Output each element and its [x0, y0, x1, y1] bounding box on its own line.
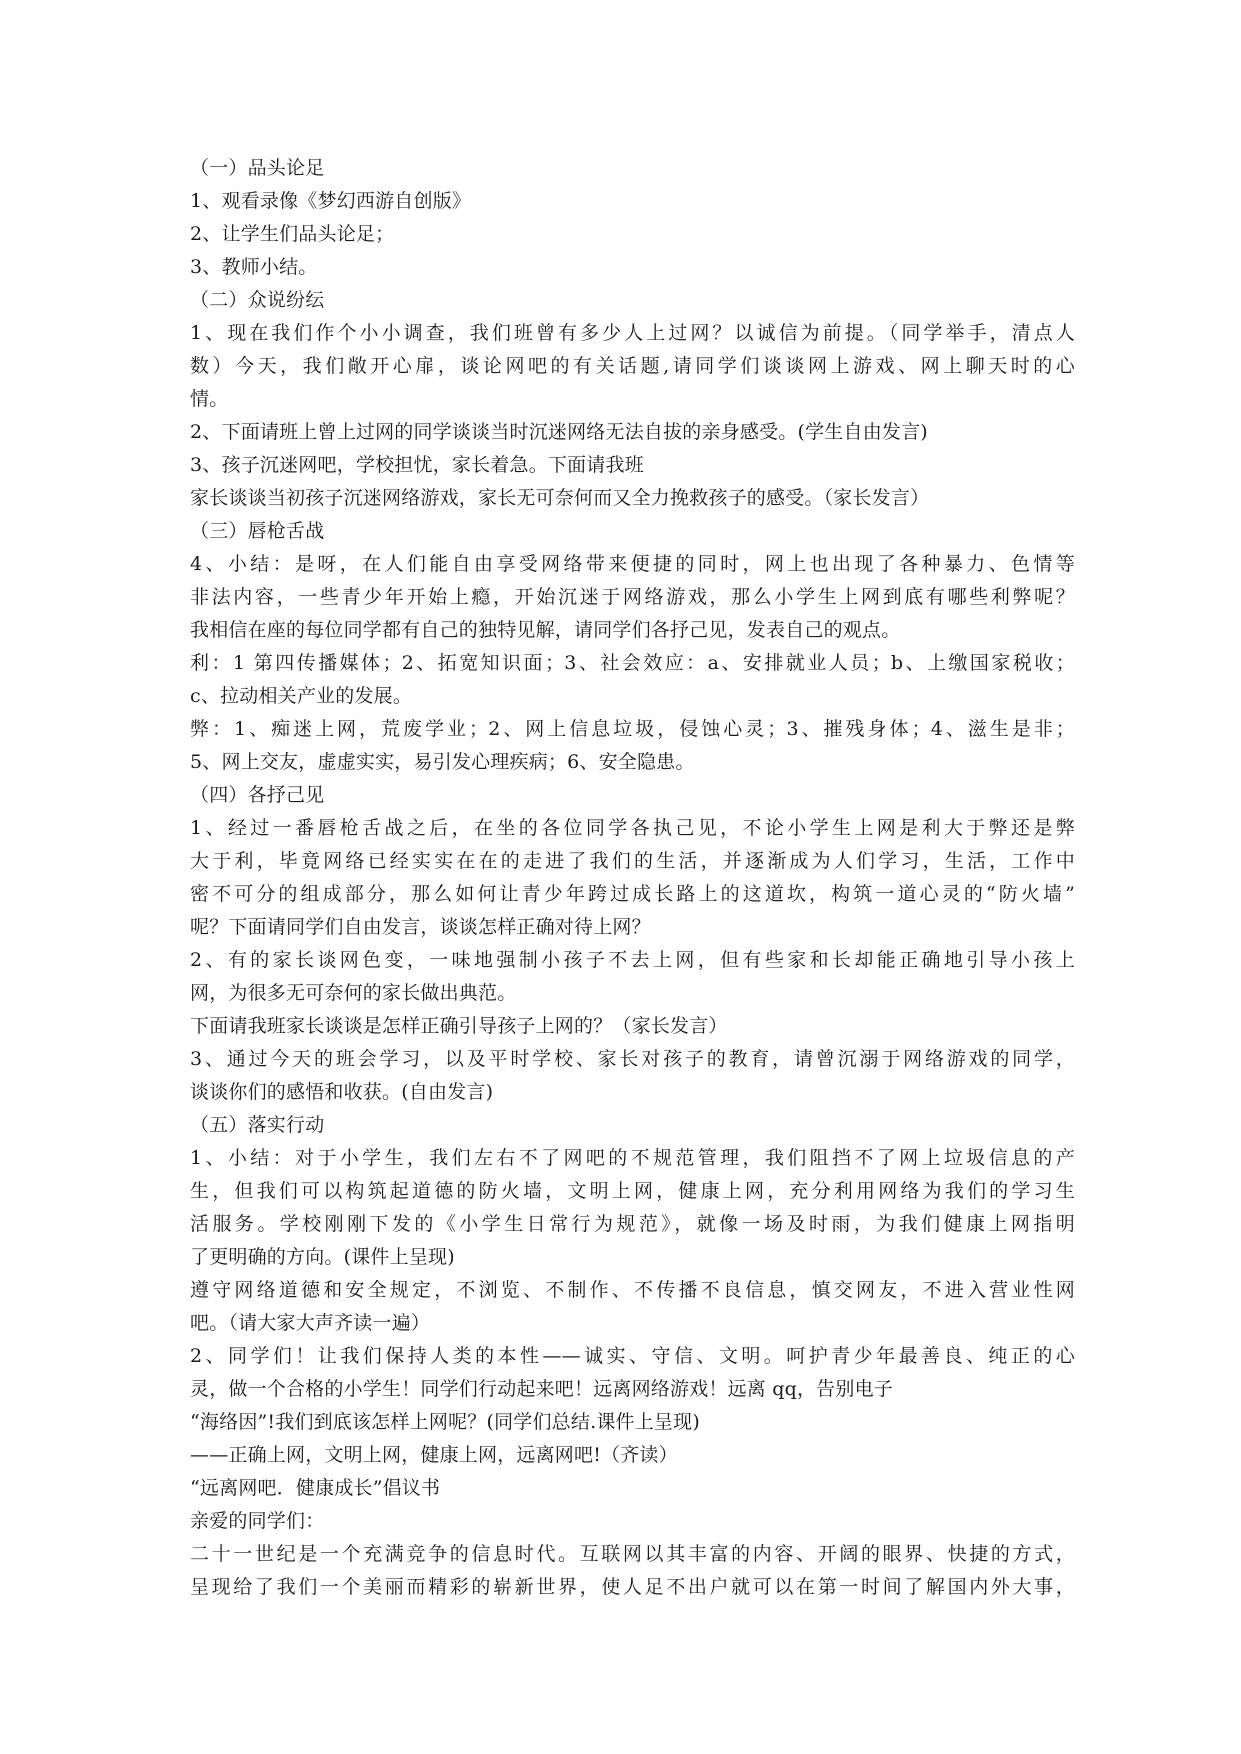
text-line: 呢？下面请同学们自由发言，谈谈怎样正确对待上网？ — [190, 916, 651, 938]
text-line: 亲爱的同学们： — [190, 1510, 325, 1532]
text-line: 灵，做一个合格的小学生！同学们行动起来吧！远离网络游戏！远离 qq，告别电子 — [190, 1378, 893, 1400]
text-line: 我相信在座的每位同学都有自己的独特见解，请同学们各抒己见，发表自己的观点。 — [190, 619, 901, 641]
text-line: 1、小结：对于小学生，我们左右不了网吧的不规范管理，我们阻挡不了网上垃圾信息的产 — [190, 1147, 1075, 1169]
text-line: 二十一世纪是一个充满竞争的信息时代。互联网以其丰富的内容、开阔的眼界、快捷的方式， — [190, 1543, 1075, 1565]
text-line: （三）唇枪舌战 — [190, 520, 325, 542]
text-line: “海络因”!我们到底该怎样上网呢？(同学们总结.课件上呈现) — [190, 1411, 700, 1433]
text-line: 4、小结：是呀，在人们能自由享受网络带来便捷的同时，网上也出现了各种暴力、色情等 — [190, 553, 1075, 575]
text-line: 吧。（请大家大声齐读一遍） — [190, 1312, 431, 1334]
text-line: 数）今天，我们敞开心扉，谈论网吧的有关话题,请同学们谈谈网上游戏、网上聊天时的心 — [190, 355, 1075, 377]
text-line: 生，但我们可以构筑起道德的防火墙，文明上网，健康上网，充分利用网络为我们的学习生 — [190, 1180, 1075, 1202]
text-line: 密不可分的组成部分，那么如何让青少年跨过成长路上的这道坎，构筑一道心灵的“防火墙” — [190, 883, 1075, 905]
text-line: 1、经过一番唇枪舌战之后，在坐的各位同学各执己见，不论小学生上网是利大于弊还是弊 — [190, 817, 1075, 839]
text-line: 遵守网络道德和安全规定，不浏览、不制作、不传播不良信息，慎交网友，不进入营业性网 — [190, 1279, 1075, 1301]
text-line: 谈谈你们的感悟和收获。(自由发言) — [190, 1081, 494, 1103]
text-line: 大于利，毕竟网络已经实实在在的走进了我们的生活，并逐渐成为人们学习，生活，工作中 — [190, 850, 1075, 872]
text-line: 3、孩子沉迷网吧，学校担忧，家长着急。下面请我班 — [190, 454, 644, 476]
text-line: “远离网吧．健康成长”倡议书 — [190, 1477, 441, 1499]
text-line: 呈现给了我们一个美丽而精彩的崭新世界，使人足不出户就可以在第一时间了解国内外大事， — [190, 1576, 1075, 1598]
text-line: 网，为很多无可奈何的家长做出典范。 — [190, 982, 517, 1004]
text-line: 了更明确的方向。(课件上呈现) — [190, 1246, 455, 1268]
text-line: （二）众说纷纭 — [190, 289, 325, 311]
text-line: 3、教师小结。 — [190, 256, 318, 278]
text-line: c、拉动相关产业的发展。 — [190, 685, 413, 707]
document-body — [190, 152, 1075, 1604]
text-line: 弊：1、痴迷上网，荒废学业；2、网上信息垃圾，侵蚀心灵；3、摧残身体；4、滋生是非； — [190, 718, 1075, 740]
text-line: （四）各抒己见 — [190, 784, 325, 806]
text-line: 下面请我班家长谈谈是怎样正确引导孩子上网的？（家长发言） — [190, 1015, 728, 1037]
text-line: 1、现在我们作个小小调查，我们班曾有多少人上过网？以诚信为前提。（同学举手，清点人 — [190, 322, 1075, 344]
text-line: （一）品头论足 — [190, 157, 325, 179]
text-line: （五）落实行动 — [190, 1114, 325, 1136]
text-line: 1、观看录像《梦幻西游自创版》 — [190, 190, 472, 212]
text-line: ——正确上网，文明上网，健康上网，远离网吧!（齐读） — [190, 1444, 678, 1466]
text-line: 5、网上交友，虚虚实实，易引发心理疾病；6、安全隐患。 — [190, 751, 695, 773]
text-line: 非法内容，一些青少年开始上瘾，开始沉迷于网络游戏，那么小学生上网到底有哪些利弊呢？ — [190, 586, 1075, 608]
text-line: 2、有的家长谈网色变，一味地强制小孩子不去上网，但有些家和长却能正确地引导小孩上 — [190, 949, 1075, 971]
text-line: 2、同学们！让我们保持人类的本性——诚实、守信、文明。呵护青少年最善良、纯正的心 — [190, 1345, 1075, 1367]
text-line: 家长谈谈当初孩子沉迷网络游戏，家长无可奈何而又全力挽救孩子的感受。（家长发言） — [190, 487, 930, 509]
text-line: 情。 — [190, 388, 229, 410]
text-line: 2、让学生们品头论足； — [190, 223, 395, 245]
text-line: 利：1 第四传播媒体；2、拓宽知识面；3、社会效应：a、安排就业人员；b、上缴国家税收； — [190, 652, 1075, 674]
text-line: 2、下面请班上曾上过网的同学谈谈当时沉迷网络无法自拔的亲身感受。(学生自由发言) — [190, 421, 928, 443]
text-line: 活服务。学校刚刚下发的《小学生日常行为规范》，就像一场及时雨，为我们健康上网指明 — [190, 1213, 1075, 1235]
text-line: 3、通过今天的班会学习，以及平时学校、家长对孩子的教育，请曾沉溺于网络游戏的同学， — [190, 1048, 1075, 1070]
